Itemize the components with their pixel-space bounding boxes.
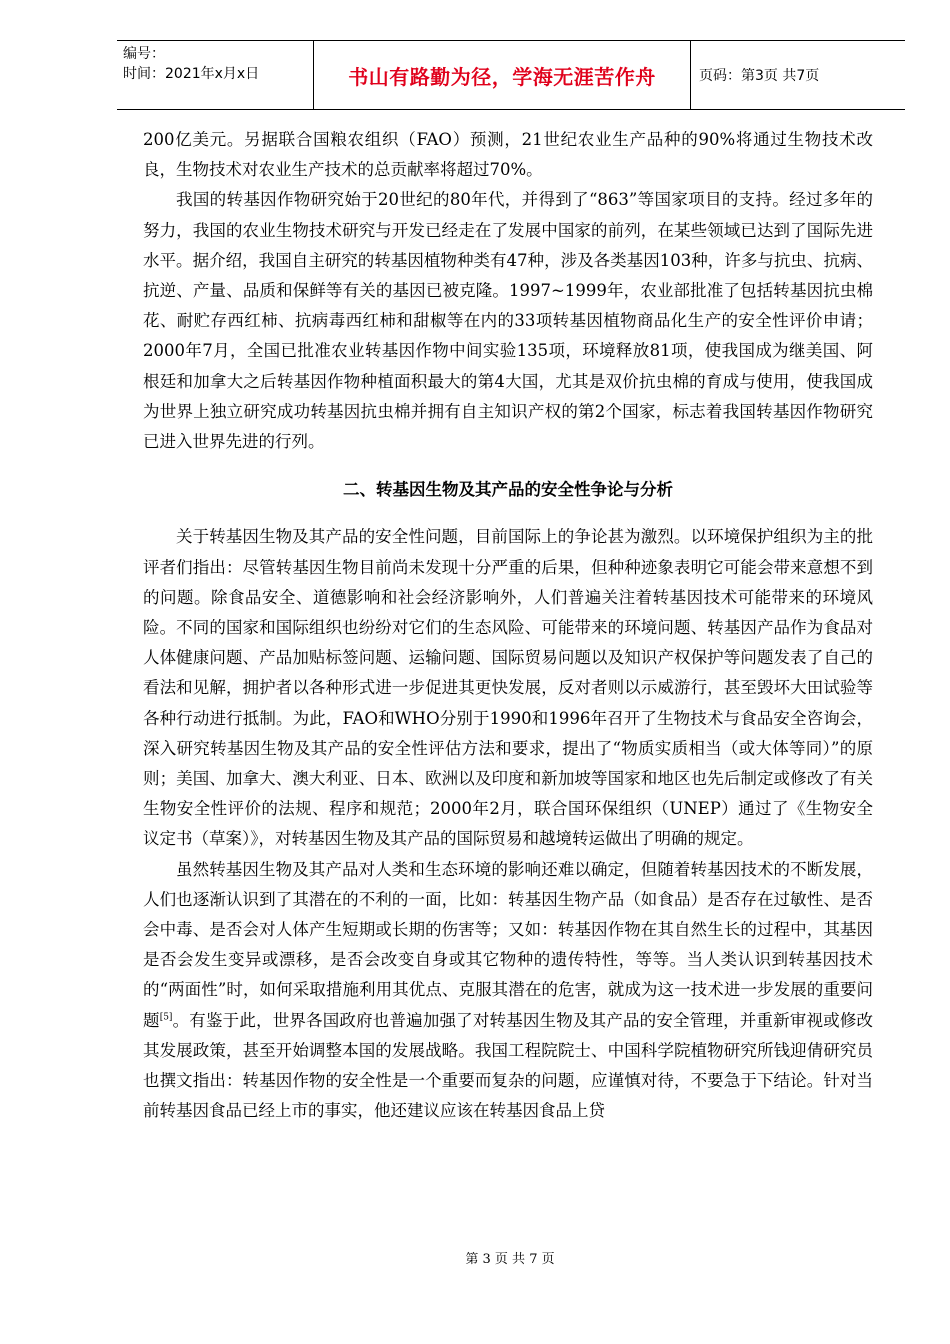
paragraph-4-part-a: 虽然转基因生物及其产品对人类和生态环境的影响还难以确定，但随着转基因技术的不断发展，人们也逐渐认识到了其潜在的不利的一面，比如：转基因生物产品（如食品）是否存在过敏性、是否会中毒、是否会对人体产生短期或长期的伤害等；又如：转基因作物在其自然生长的过程中，其基因是否会发生变异或漂移，是否会改变自身或其它物种的遗传特性，等等。当人类认识到转基因技术的“两面性”时，如何采取措施利用其优点、克服其潜在的危害，就成为这一技术进一步发展的重要问题	[143, 859, 873, 1030]
paragraph-3: 关于转基因生物及其产品的安全性问题，目前国际上的争论甚为激烈。以环境保护组织为主的批评者们指出：尽管转基因生物目前尚未发现十分严重的后果，但种种迹象表明它可能会带来意想不到的问题。除食品安全、道德影响和社会经济影响外，人们普遍关注着转基因技术可能带来的环境风险。不同的国家和国际组织也纷纷对它们的生态风险、可能带来的环境问题、转基因产品作为食品对人体健康问题、产品加贴标签问题、运输问题、国际贸易问题以及知识产权保护等问题发表了自己的看法和见解，拥护者以各种形式进一步促进其更快发展，反对者则以示威游行，甚至毁坏大田试验等各种行动进行抵制。为此，FAO和WHO分别于1990和1996年召开了生物技术与食品安全咨询会，深入研究转基因生物及其产品的安全性评估方法和要求，提出了“物质实质相当（或大体等同）”的原则；美国、加拿大、澳大利亚、日本、欧洲以及印度和新加坡等国家和地区也先后制定或修改了有关生物安全性评价的法规、程序和规范；2000年2月，联合国环保组织（UNEP）通过了《生物安全议定书（草案）》，对转基因生物及其产品的国际贸易和越境转运做出了明确的规定。	[143, 527, 873, 849]
document-time-label: 时间：2021年x月x日	[123, 66, 260, 82]
page-footer: 第 3 页 共 7 页	[465, 1252, 555, 1267]
section-title: 二、转基因生物及其产品的安全性争论与分析	[343, 480, 673, 500]
paragraph-4	[143, 855, 873, 1127]
citation-reference: [5]	[159, 1012, 173, 1023]
paragraph-2: 我国的转基因作物研究始于20世纪的80年代，并得到了“863”等国家项目的支持。经过多年的努力，我国的农业生物技术研究与开发已经走在了发展中国家的前列，在某些领域已达到了国际先进水平。据介绍，我国自主研究的转基因植物种类有47种，涉及各类基因103种，许多与抗虫、抗病、抗逆、产量、品质和保鲜等有关的基因已被克隆。1997~1999年，农业部批准了包括转基因抗虫棉花、耐贮存西红柿、抗病毒西红柿和甜椒等在内的33项转基因植物商品化生产的安全性评价申请；2000年7月，全国已批准农业转基因作物中间实验135项，环境释放81项，使我国成为继美国、阿根廷和加拿大之后转基因作物种植面积最大的第4大国，尤其是双价抗虫棉的育成与使用，使我国成为世界上独立研究成功转基因抗虫棉并拥有自主知识产权的第2个国家，标志着我国转基因作物研究已进入世界先进的行列。	[143, 190, 873, 452]
header-meta	[117, 41, 314, 109]
document-body	[143, 125, 873, 1127]
paragraph-1: 200亿美元。另据联合国粮农组织（FAO）预测，21世纪农业生产品种的90%将通过生物技术改良，生物技术对农业生产技术的总贡献率将超过70%。	[143, 130, 873, 180]
page-header	[117, 40, 905, 110]
header-motto: 书山有路勤为径，学海无涯苦作舟	[314, 41, 691, 109]
paragraph-4-part-b: 。有鉴于此，世界各国政府也普遍加强了对转基因生物及其产品的安全管理，并重新审视或修改其发展政策，甚至开始调整本国的发展战略。我国工程院院士、中国科学院植物研究所钱迎倩研究员也撰文指出：转基因作物的安全性是一个重要而复杂的问题，应谨慎对待，不要急于下结论。针对当前转基因食品已经上市的事实，他还建议应该在转基因食品上贷	[143, 1010, 874, 1121]
header-page-number: 页码：第3页 共7页	[699, 68, 820, 84]
document-code-label: 编号：	[123, 46, 165, 62]
